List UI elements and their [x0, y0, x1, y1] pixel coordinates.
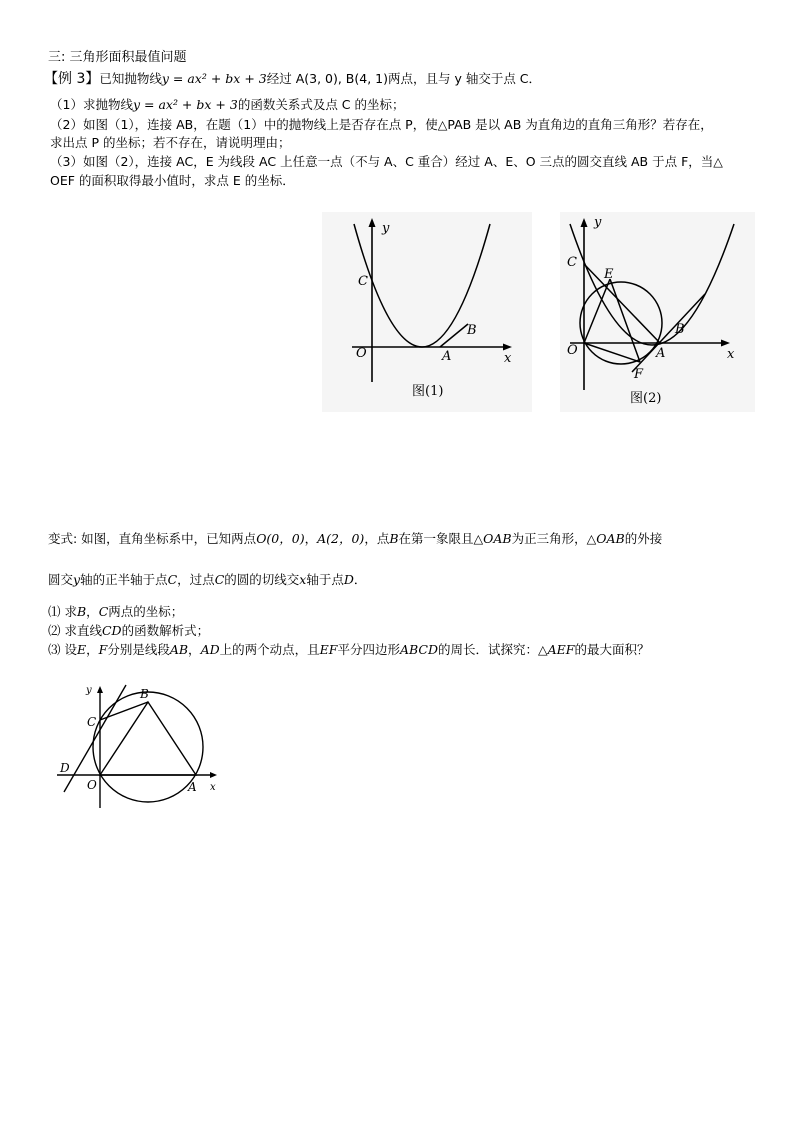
variant-q3-ab: AB	[169, 642, 189, 657]
figure-3-label-d: D	[60, 761, 70, 775]
variant-line-1-c: 在第一象限且	[398, 531, 474, 546]
figure-1-label-b: B	[467, 323, 477, 338]
question-1-lead: （1）求抛物线	[50, 97, 133, 112]
figure-3-y-arrow-icon	[97, 686, 103, 693]
variant-q2-b: 的函数解析式；	[121, 623, 210, 638]
variant-var-c: C	[167, 572, 178, 587]
variant-q3-c: 上的两个动点，且	[219, 642, 320, 657]
variant-q2-a: ⑵ 求直线	[48, 623, 102, 638]
variant-q3-a: ⑶ 设	[48, 642, 77, 657]
question-3-line-2: OEF 的面积取得最小值时，求点 E 的坐标．	[50, 173, 295, 188]
variant-q3-sep-2: ，	[188, 642, 201, 657]
figure-1-label-c: C	[358, 274, 368, 289]
variant-q3-b: 分别是线段	[107, 642, 170, 657]
variant-line-2-f: ．	[353, 572, 367, 587]
variant-sep: ，	[304, 531, 318, 546]
variant-var-x: x	[299, 572, 307, 587]
variant-q2-cd: CD	[101, 623, 122, 638]
figure-1-label-y: y	[382, 221, 390, 236]
figure-2-label-y: y	[594, 215, 602, 230]
variant-q3-d: 平分四边形	[337, 642, 400, 657]
figure-1-label-x: x	[504, 351, 512, 366]
variant-line-2-b: 轴的正半轴于点	[80, 572, 168, 587]
variant-q1-c-var: C	[98, 604, 109, 619]
variant-point-a: A(2，0)	[317, 531, 365, 546]
variant-q3-ad: AD	[200, 642, 220, 657]
variant-q3-aef: △AEF	[538, 642, 575, 657]
question-3-line-1: （3）如图（2），连接 AC，E 为线段 AC 上任意一点（不与 A、C 重合）经过 A、E、O 三点的圆交直线 AB 于点 F，当△	[50, 154, 723, 169]
figure-3	[52, 680, 227, 815]
figure-3-label-x: x	[210, 782, 216, 793]
figure-3-label-o: O	[87, 778, 97, 792]
variant-q3-f-text: 的最大面积？	[574, 642, 650, 657]
variant-q1-a: ⑴ 求	[48, 604, 77, 619]
variant-line-2-c: ，过点	[177, 572, 215, 587]
variant-q1-sep: ，	[86, 604, 99, 619]
variant-q3-e: E	[76, 642, 87, 657]
parabola-formula-q1: y = ax² + bx + 3	[132, 97, 238, 112]
variant-q3-abcd: ABCD	[399, 642, 438, 657]
figure-2-background	[560, 212, 755, 412]
figure-1	[322, 212, 532, 412]
figure-3-label-b: B	[140, 687, 149, 701]
figure-1-label-a: A	[442, 349, 452, 364]
variant-q3-f: F	[98, 642, 108, 657]
question-1-tail: 的函数关系式及点 C 的坐标；	[237, 97, 405, 112]
figure-2-caption: 图(2)	[630, 391, 662, 406]
variant-question-2	[48, 622, 209, 640]
variant-line-1-b: ，点	[364, 531, 390, 546]
question-2-line-2: 求出点 P 的坐标；若不存在，请说明理由；	[50, 135, 291, 150]
variant-line-2	[48, 571, 366, 589]
variant-triangle-oab: △OAB	[473, 531, 512, 546]
example-tag: 【例 3】	[44, 71, 100, 87]
figure-3-label-c: C	[87, 715, 97, 729]
question-1	[50, 96, 405, 114]
variant-q3-e-text: 的周长．试探究：	[438, 642, 539, 657]
variant-line-1	[48, 530, 662, 548]
figure-1-caption: 图(1)	[412, 384, 444, 399]
variant-line-1-e: 的外接	[624, 531, 663, 546]
figure-2-label-c: C	[567, 255, 577, 270]
figure-2-label-o: O	[567, 343, 578, 358]
example-intro-b: 经过 A(3, 0), B(4, 1)两点，且与 y 轴交于点 C．	[266, 71, 542, 86]
figure-3-circumcircle	[93, 692, 203, 802]
figure-2-label-a: A	[656, 346, 666, 361]
figure-1-label-o: O	[356, 346, 367, 361]
variant-q1-b-var: B	[76, 604, 87, 619]
variant-line-2-e: 轴于点	[306, 572, 344, 587]
example-statement	[44, 70, 541, 88]
figure-2-label-b: B	[675, 322, 685, 337]
figure-3-label-a: A	[188, 780, 197, 794]
variant-line-2-d: 的圆的切线交	[224, 572, 300, 587]
variant-line-1-a: 变式: 如图，直角坐标系中，已知两点	[48, 531, 257, 546]
example-intro-a: 已知抛物线	[99, 71, 162, 86]
variant-line-2-a: 圆交	[48, 572, 74, 587]
variant-var-d: D	[343, 572, 354, 587]
variant-var-b: B	[389, 531, 399, 546]
question-2-line-1: （2）如图（1），连接 AB，在题（1）中的抛物线上是否存在点 P，使△PAB 是以 AB 为直角边的直角三角形？若存在，	[50, 117, 713, 132]
variant-triangle-oab-2: △OAB	[586, 531, 625, 546]
variant-line-1-d: 为正三角形，	[511, 531, 587, 546]
figure-3-x-arrow-icon	[210, 772, 217, 778]
variant-q3-sep: ，	[86, 642, 99, 657]
variant-var-c-2: C	[214, 572, 225, 587]
variant-question-1	[48, 603, 183, 621]
parabola-formula: y = ax² + bx + 3	[161, 71, 267, 86]
variant-q1-b: 两点的坐标；	[108, 604, 184, 619]
figure-3-label-y: y	[86, 685, 92, 696]
figure-2-label-f: F	[634, 367, 644, 382]
section-title: 三: 三角形面积最值问题	[48, 50, 187, 65]
variant-var-y: y	[73, 572, 81, 587]
figure-3-tangent-line	[64, 685, 126, 792]
figure-2-label-e: E	[604, 267, 614, 282]
variant-question-3	[48, 641, 649, 659]
figure-2	[560, 212, 755, 412]
variant-q3-ef: EF	[319, 642, 338, 657]
variant-point-o: O(0，0)	[256, 531, 305, 546]
figure-1-background	[322, 212, 532, 412]
figure-3-triangle-oab	[100, 702, 196, 775]
figure-2-label-x: x	[727, 347, 735, 362]
